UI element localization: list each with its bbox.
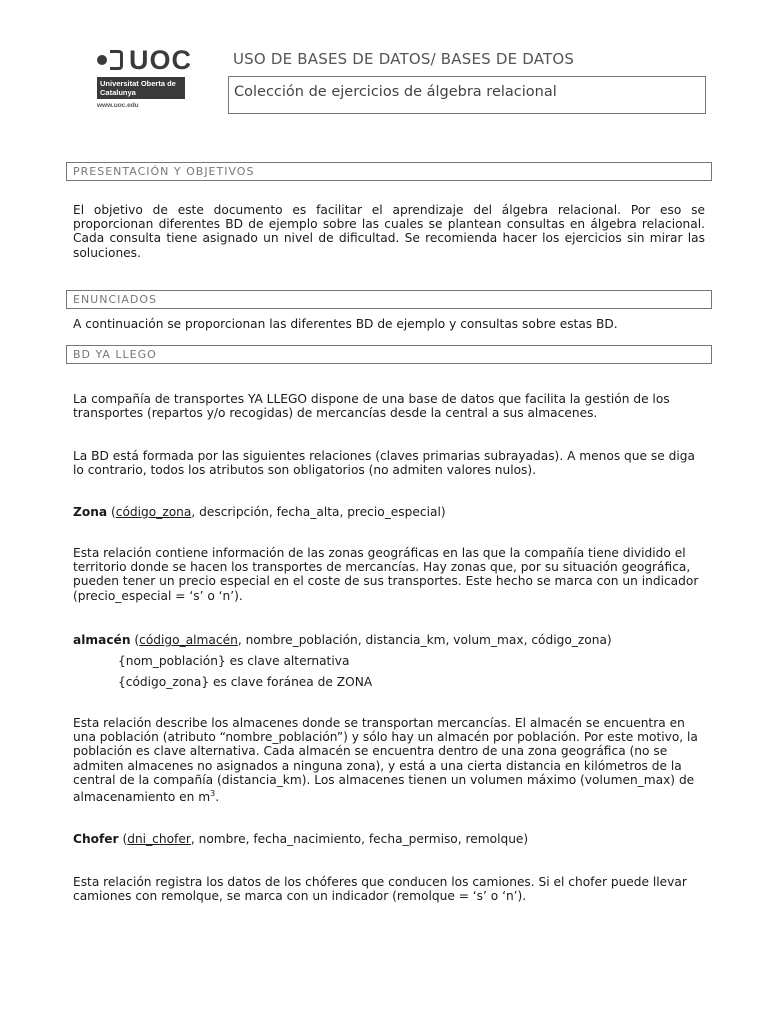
relation-name: Zona (73, 505, 108, 519)
bd-relaciones: La BD está formada por las siguientes relaciones (claves primarias subrayadas). A menos que se diga lo contrario, todos los atributos son obligatorios (no admiten valores nulos). (73, 449, 695, 478)
relation-zona: Zona (código_zona, descripción, fecha_alta, precio_especial) (73, 505, 446, 519)
doc-title: Colección de ejercicios de álgebra relacional (234, 84, 557, 100)
section-heading-label: BD YA LLEGO (73, 348, 157, 361)
logo-mark (97, 47, 192, 73)
logo-name: UOC (129, 45, 192, 75)
logo-url: www.uoc.edu (97, 102, 139, 109)
zona-description: Esta relación contiene información de las zonas geográficas en las que la compañía tiene dividido el territorio donde se hacen los transportes de mercancías. Hay zonas que, por su situación geográfica, pueden tener un precio especial en el coste de sus transportes. Este hecho se marca con un indicador (precio_especial = ‘s’ o ‘n’). (73, 546, 699, 603)
relation-attributes: , descripción, fecha_alta, precio_especial) (191, 505, 446, 519)
chofer-description: Esta relación registra los datos de los chóferes que conducen los camiones. Si el chofer puede llevar camiones con remolque, se marca con un indicador (remolque = ‘s’ o ‘n’). (73, 875, 687, 904)
presentacion-text: El objetivo de este documento es facilitar el aprendizaje del álgebra relacional. Por eso se proporcionan diferentes BD de ejemplo sobre las cuales se plantean consultas en álgebra relacional. Cada consulta tiene asignado un nivel de dificultad. Se recomienda hacer los ejercicios sin mirar las soluciones. (73, 203, 705, 260)
course-title: USO DE BASES DE DATOS/ BASES DE DATOS (233, 50, 575, 68)
logo-university: Universitat Oberta de Catalunya (97, 77, 185, 99)
uoc-logo (97, 47, 192, 109)
almacen-description: Esta relación describe los almacenes donde se transportan mercancías. El almacén se encuentra en una población (atributo “nombre_población”) y sólo hay un almacén por población. Por este motivo, la población es clave alternativa. Cada almacén se encuentra dentro de una zona geográfica (no se admiten almacenes no asignados a ninguna zona), y está a una cierta distancia en kilómetros de la central de la compañía (distancia_km). Los almacenes tienen un volumen máximo (volumen_max) de almacenamiento en $m^3$. (73, 716, 698, 805)
section-heading-label: ENUNCIADOS (73, 293, 158, 306)
alternative-key: {nom_población} es clave alternativa (118, 654, 350, 668)
relation-attributes: , nombre, fecha_nacimiento, fecha_permiso, remolque) (190, 832, 529, 846)
section-heading-enunciados (66, 290, 712, 309)
section-heading-label: PRESENTACIÓN Y OBJETIVOS (73, 165, 255, 178)
relation-chofer: Chofer (dni_chofer, nombre, fecha_nacimiento, fecha_permiso, remolque) (73, 832, 529, 846)
section-heading-presentacion (66, 162, 712, 181)
doc-title-box (228, 76, 706, 114)
bd-intro: La compañía de transportes YA LLEGO dispone de una base de datos que facilita la gestión de los transportes (repartos y/o recogidas) de mercancías desde la central a sus almacenes. (73, 392, 670, 421)
primary-key: dni_chofer (127, 832, 191, 846)
relation-attributes: , nombre_población, distancia_km, volum_max, código_zona) (237, 633, 612, 647)
primary-key: código_zona (115, 505, 192, 519)
primary-key: código_almacén (139, 633, 238, 647)
logo-dot-icon (97, 55, 107, 65)
foreign-key: {código_zona} es clave foránea de ZONA (118, 675, 373, 689)
relation-name: almacén (73, 633, 131, 647)
section-heading-bd (66, 345, 712, 364)
relation-name: Chofer (73, 832, 119, 846)
logo-bracket-icon (110, 50, 123, 70)
relation-almacen: almacén (código_almacén, nombre_población, distancia_km, volum_max, código_zona) (73, 633, 612, 647)
enunciados-text: A continuación se proporcionan las diferentes BD de ejemplo y consultas sobre estas BD. (73, 317, 618, 331)
